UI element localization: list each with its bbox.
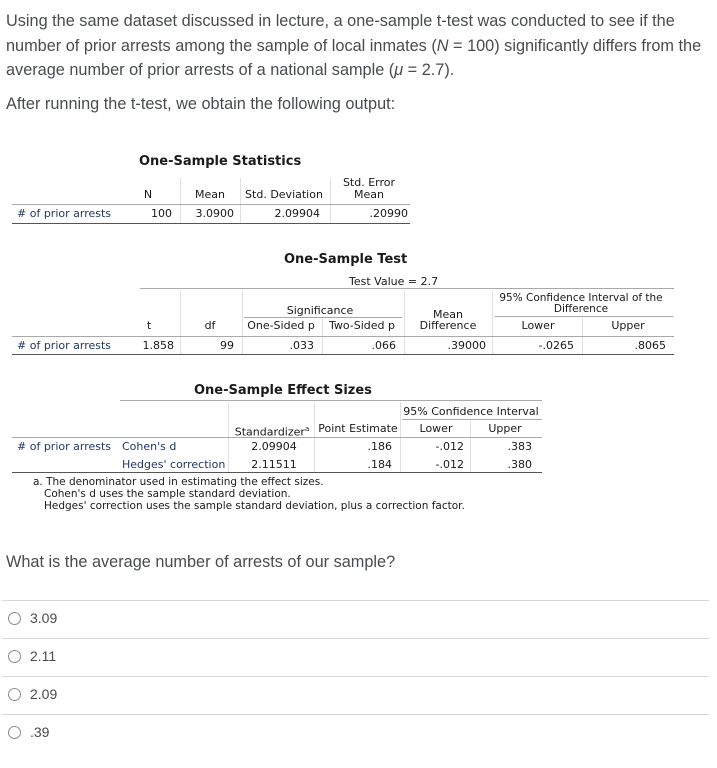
- effects-footnote: Cohen's d uses the sample standard deviation.: [44, 488, 291, 500]
- effects-top-rule: [120, 400, 542, 401]
- ttest-ci-rule: [495, 316, 673, 317]
- stats-divider: [180, 178, 181, 224]
- effects-ci-header: 95% Confidence Interval: [403, 405, 539, 418]
- option-divider: [2, 600, 709, 601]
- stats-n: 100: [151, 207, 172, 220]
- ttest-divider: [492, 290, 493, 354]
- intro-text-3: = 2.7).: [403, 61, 455, 79]
- ttest-header-two-sided: Two-Sided p: [328, 319, 396, 332]
- radio-button[interactable]: [8, 726, 21, 739]
- ttest-ci-header-1: 95% Confidence Interval of the: [499, 292, 663, 304]
- ttest-sig-rule: [244, 317, 402, 318]
- intro-text-2: = 100) significantly differs from the average number of prior arrests of a national sample (: [6, 36, 702, 79]
- effects-standardizer: 2.11511: [251, 458, 297, 471]
- effects-lower: -.012: [435, 458, 464, 471]
- effects-bottom-rule: [12, 472, 542, 473]
- option-label: 2.11: [30, 648, 57, 664]
- ttest-divider: [180, 290, 181, 354]
- effects-title: One-Sample Effect Sizes: [194, 383, 372, 398]
- option-label: 3.09: [30, 610, 58, 626]
- question-text: What is the average number of arrests of our sample?: [6, 553, 396, 571]
- effects-row-label: # of prior arrests: [17, 440, 112, 453]
- effects-standardizer: 2.09904: [251, 440, 297, 453]
- question-intro: [6, 9, 711, 83]
- radio-button[interactable]: [8, 612, 21, 625]
- effects-footnote: a. The denominator used in estimating the effect sizes.: [33, 476, 324, 488]
- stats-header-n: N: [143, 188, 153, 201]
- ttest-df: 99: [220, 339, 234, 352]
- answer-option[interactable]: [8, 720, 49, 744]
- intro-text-1: Using the same dataset discussed in lecture, a one-sample t-test was conducted to see if the number of prior arrests among the sample of local inmates (: [6, 12, 675, 55]
- answer-option[interactable]: [8, 644, 56, 668]
- stats-bottom-rule: [12, 223, 410, 224]
- effects-row-name: Hedges' correction: [122, 458, 226, 471]
- option-label: 2.09: [30, 686, 58, 702]
- ttest-title: One-Sample Test: [284, 252, 408, 267]
- effects-footnote: Hedges' correction uses the sample standard deviation, plus a correction factor.: [44, 500, 465, 512]
- effects-ci-rule: [402, 419, 542, 420]
- stats-se: .20990: [369, 207, 408, 220]
- ttest-ci-upper: .8065: [634, 339, 666, 352]
- ttest-ci-lower: -.0265: [538, 339, 574, 352]
- stats-mean: 3.0900: [195, 207, 234, 220]
- ttest-header-one-sided: One-Sided p: [247, 319, 315, 332]
- effects-upper: .380: [507, 458, 532, 471]
- effects-header-rule: [12, 437, 542, 438]
- stats-header-se-1: Std. Error: [342, 176, 396, 189]
- ttest-mean-diff-header-1: Mean: [433, 308, 463, 321]
- stats-header-rule: [12, 204, 410, 205]
- effects-header-upper: Upper: [488, 422, 522, 435]
- effects-lower: -.012: [435, 440, 464, 453]
- ttest-divider: [404, 290, 405, 354]
- n-symbol: N: [436, 36, 449, 55]
- stats-header-mean: Mean: [195, 188, 225, 201]
- effects-point: .186: [367, 440, 392, 453]
- test-value: Test Value = 2.7: [349, 275, 439, 288]
- effects-divider: [470, 421, 471, 472]
- ttest-two-sided-p: .066: [371, 339, 396, 352]
- effects-row-name: Cohen's d: [122, 440, 177, 453]
- stats-row-label: # of prior arrests: [17, 207, 112, 220]
- option-divider: [2, 714, 709, 715]
- effects-point: .184: [367, 458, 392, 471]
- ttest-bottom-rule: [12, 354, 674, 355]
- stats-sd: 2.09904: [274, 207, 320, 220]
- answer-option[interactable]: [8, 606, 57, 630]
- effects-header-lower: Lower: [419, 422, 453, 435]
- stats-title: One-Sample Statistics: [139, 154, 302, 169]
- standardizer-label: Standardizer: [234, 425, 305, 439]
- ttest-row-label: # of prior arrests: [17, 339, 112, 352]
- ttest-mean-difference: .39000: [447, 339, 486, 352]
- option-divider: [2, 638, 709, 639]
- effects-upper: .383: [507, 440, 532, 453]
- ttest-mean-diff-header-2: Difference: [419, 319, 477, 332]
- standardizer-footnote-marker: a: [304, 425, 310, 433]
- ttest-t: 1.858: [142, 339, 174, 352]
- option-divider: [2, 676, 709, 677]
- ttest-header-rule: [12, 336, 674, 337]
- stats-header-se-2: Mean: [354, 188, 384, 201]
- stats-divider: [240, 178, 241, 224]
- mu-symbol: μ: [394, 61, 404, 79]
- radio-button[interactable]: [8, 688, 21, 701]
- ttest-header-lower: Lower: [521, 319, 555, 332]
- ttest-top-rule: [140, 288, 674, 289]
- option-label: .39: [30, 724, 50, 740]
- ttest-divider: [242, 290, 243, 354]
- ttest-one-sided-p: .033: [289, 339, 314, 352]
- ttest-header-df: df: [204, 319, 216, 332]
- radio-button[interactable]: [8, 650, 21, 663]
- answer-option[interactable]: [8, 682, 57, 706]
- effects-header-point: Point Estimate: [318, 422, 398, 435]
- stats-divider: [330, 178, 331, 224]
- ttest-ci-header-2: Difference: [553, 303, 609, 315]
- ttest-significance-header: Significance: [286, 304, 354, 317]
- ttest-header-upper: Upper: [611, 319, 645, 332]
- intro-after: After running the t-test, we obtain the following output:: [6, 95, 396, 113]
- stats-header-sd: Std. Deviation: [245, 188, 323, 201]
- ttest-header-t: t: [146, 319, 152, 332]
